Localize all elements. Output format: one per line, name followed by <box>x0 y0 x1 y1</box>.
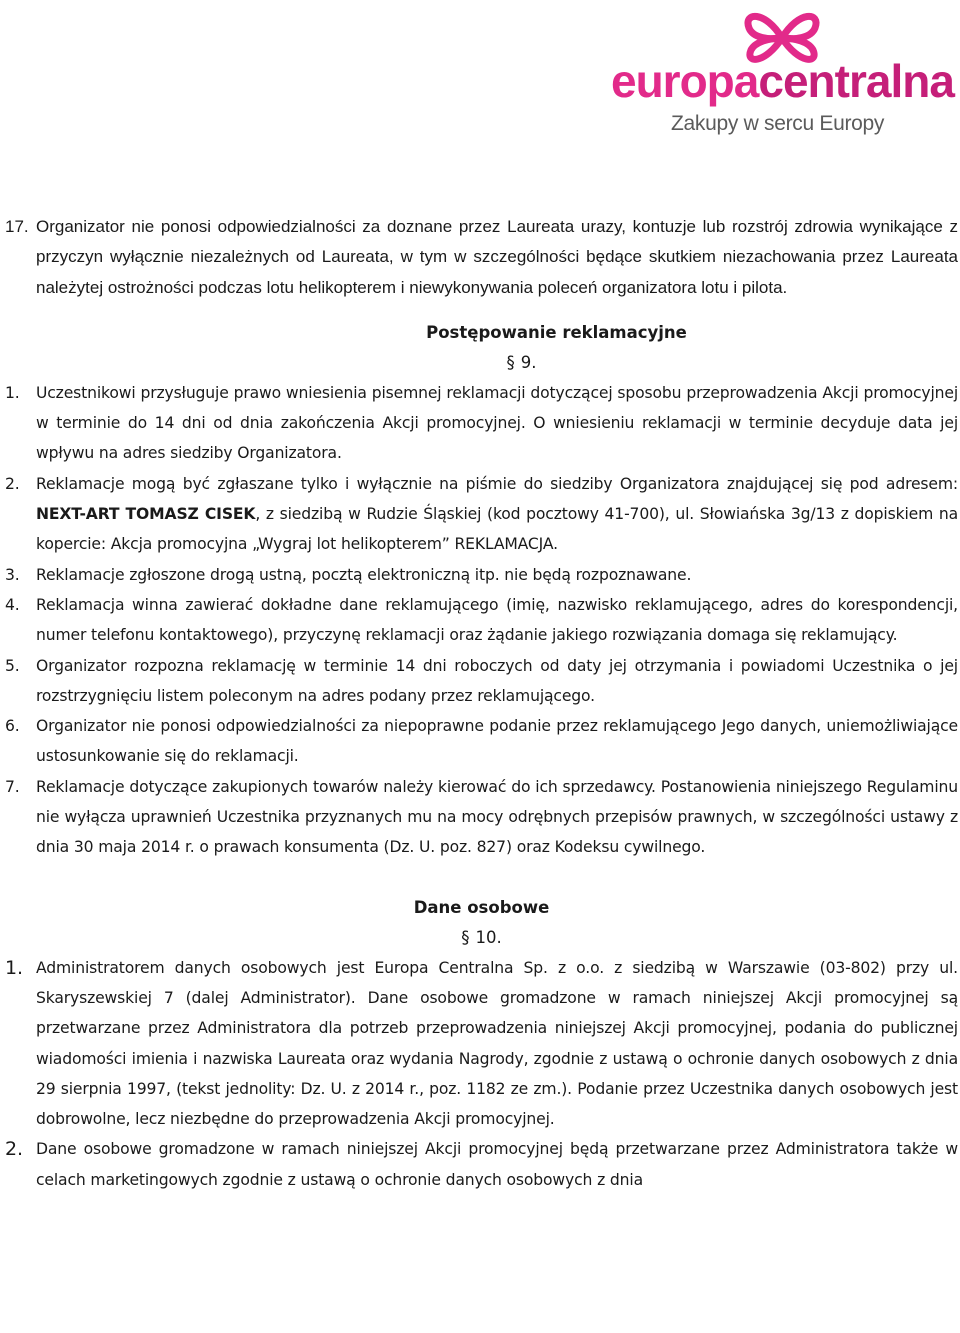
item-number: 3. <box>5 565 20 584</box>
complaint-item-1 <box>5 378 958 469</box>
complaints-paragraph-number <box>5 348 958 378</box>
personal-data-paragraph-number <box>5 923 958 953</box>
paragraph-number: 9. <box>520 352 537 372</box>
organizer-company-name: NEXT-ART TOMASZ CISEK <box>36 505 256 524</box>
complaint-item-2 <box>5 469 958 560</box>
item-text: Reklamacja winna zawierać dokładne dane reklamującego (imię, nazwisko reklamującego, adres do korespondencji, numer telefonu kontaktowego), przyczynę reklamacji oraz żądanie jakiego rozwiązania domaga się reklamujący. <box>36 595 958 645</box>
complaint-item-6 <box>5 711 958 772</box>
complaint-item-5 <box>5 651 958 712</box>
item-text: Reklamacje zgłoszone drogą ustną, pocztą elektroniczną itp. nie będą rozpoznawane. <box>36 565 692 584</box>
personal-data-heading: Dane osobowe <box>413 897 550 917</box>
europa-centralna-logo <box>605 0 960 140</box>
item-number: 2. <box>5 1138 23 1161</box>
item-text: Organizator nie ponosi odpowiedzialności za niepoprawne podanie przez reklamującego Jego danych, uniemożliwiające ustosunkowanie się do reklamacji. <box>36 717 958 766</box>
complaint-item-3 <box>5 560 958 590</box>
item-number: 5. <box>5 656 20 675</box>
item-text: Uczestnikowi przysługuje prawo wniesienia pisemnej reklamacji dotyczącej sposobu przeprowadzenia Akcji promocyjnej w terminie do 14 dni od dnia zakończenia Akcji promocyjnej. O wniesieniu reklamacji w terminie decyduje data jej wpływu na adres siedziby Organizatora. <box>36 383 958 463</box>
item-number: 6. <box>5 717 20 736</box>
item-text: Reklamacje dotyczące zakupionych towarów należy kierować do ich sprzedawcy. Postanowienia niniejszego Regulaminu nie wyłącza uprawnień Uczestnika przyznanych mu na mocy odrębnych przepisów prawnych, w szczególności ustawy z dnia 30 maja 2014 r. o prawach konsumenta (Dz. U. poz. 827) oraz Kodeksu cywilnego. <box>36 777 958 857</box>
personal-data-item-2 <box>5 1134 958 1195</box>
item-text <box>36 469 958 560</box>
item-number: 7. <box>5 777 20 796</box>
personal-data-item-1 <box>5 953 958 1135</box>
logo-wordmark <box>611 55 954 107</box>
item-number: 1. <box>5 956 23 979</box>
item-text: Organizator rozpozna reklamację w terminie 14 dni roboczych od daty jej otrzymania i powiadomi Uczestnika o jej rozstrzygnięciu listem poleconym na adres podany przez reklamującego. <box>36 656 958 705</box>
logo-tagline: Zakupy w sercu Europy <box>671 112 885 135</box>
item-text: Administratorem danych osobowych jest Europa Centralna Sp. z o.o. z siedzibą w Warszawie (03-802) przy ul. Skaryszewskiej 7 (dalej Administrator). Dane osobowe gromadzone w ramach niniejszej Akcji promocyjnej są przetwarzane przez Administratora dla potrzeb przeprowadzenia niniejszej Akcji promocyjnej, podania do publicznej wiadomości imienia i nazwiska Laureata oraz wydania Nagrody, zgodnie z ustawą o ochronie danych osobowych z dnia 29 sierpnia 1997, (tekst jednolity: Dz. U. z 2014 r., poz. 1182 ze zm.). Podanie przez Uczestnika danych osobowych jest dobrowolne, lecz niezbędne do przeprowadzenia Akcji promocyjnej. <box>36 958 958 1129</box>
item-text-before: Reklamacje mogą być zgłaszane tylko i wyłącznie na piśmie do siedziby Organizatora znajdującej się pod adresem: <box>36 474 958 493</box>
item-number: 1. <box>5 383 20 402</box>
clause-number: 17. <box>5 217 29 236</box>
complaint-item-7 <box>5 772 958 863</box>
item-text-after: , z siedzibą w Rudzie Śląskiej (kod pocztowy 41-700), ul. Słowiańska 3g/13 z dopiskiem na kopercie: Akcja promocyjna „Wygraj lot helikopterem” REKLAMACJA. <box>36 505 958 554</box>
section-sign: § <box>506 352 515 372</box>
clause-text: Organizator nie ponosi odpowiedzialności za doznane przez Laureata urazy, kontuzje lub rozstrój zdrowia wynikające z przyczyn wyłącznie niezależnych od Laureata, w tym w szczególności będące skutkiem niezachowania przez Laureata należytej ostrożności podczas lotu helikopterem i niewykonywania poleceń organizatora lotu i pilota. <box>36 217 958 297</box>
item-text: Dane osobowe gromadzone w ramach niniejszej Akcji promocyjnej będą przetwarzane przez Administratora także w celach marketingowych zgodnie z ustawą o ochronie danych osobowych z dnia <box>36 1140 958 1189</box>
item-number: 4. <box>5 595 20 614</box>
paragraph-number: 10. <box>475 927 502 947</box>
clause-17 <box>5 212 958 303</box>
section-sign: § <box>461 927 470 947</box>
complaints-heading: Postępowanie reklamacyjne <box>426 322 687 342</box>
complaint-item-4 <box>5 590 958 651</box>
logo-word-europa: europa <box>611 55 759 107</box>
item-number: 2. <box>5 474 20 493</box>
regulation-document <box>5 212 958 1195</box>
logo-word-centralna: centralna <box>758 55 954 107</box>
